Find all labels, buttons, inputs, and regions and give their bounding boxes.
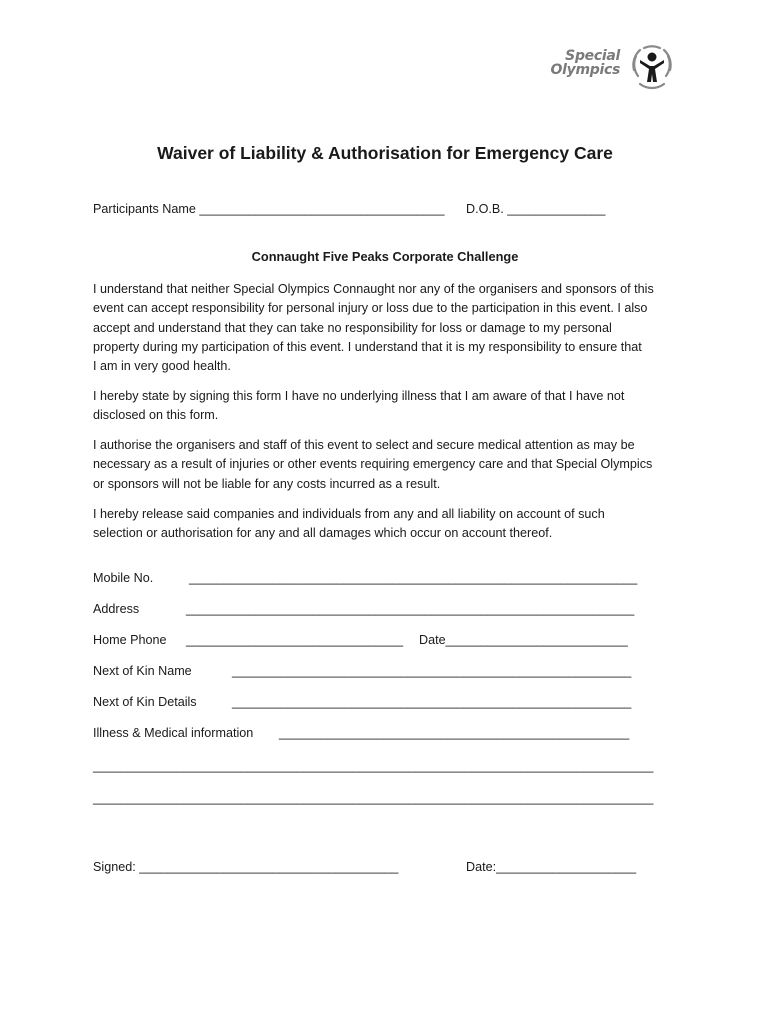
next-of-kin-details-input-line[interactable]: _________________________________________________________ (232, 695, 632, 709)
participants-name-field[interactable]: Participants Name ___________________________________ (93, 202, 445, 216)
paragraph-line: I am in very good health. (93, 359, 231, 374)
paragraph-line: necessary as a result of injuries or other events requiring emergency care and that Special Olympics (93, 457, 653, 472)
next-of-kin-details-label: Next of Kin Details (93, 695, 197, 709)
document-title: Waiver of Liability & Authorisation for Emergency Care (157, 143, 613, 163)
paragraph-line: I hereby state by signing this form I have no underlying illness that I am aware of that I have not (93, 389, 625, 403)
dob-field[interactable]: D.O.B. ______________ (466, 202, 606, 216)
paragraph-line: I authorise the organisers and staff of this event to select and secure medical attention as may be (93, 438, 635, 452)
home-phone-label: Home Phone (93, 633, 167, 647)
signature-date-field[interactable]: Date:____________________ (466, 860, 637, 874)
address-input-line[interactable]: ________________________________________________________________ (186, 602, 635, 616)
paragraph-line: disclosed on this form. (93, 408, 219, 423)
paragraph-medical-authorisation (93, 436, 652, 494)
logo-text-line-2: Olympics (550, 62, 620, 78)
address-label: Address (93, 602, 140, 616)
home-phone-input-line[interactable]: _______________________________ (186, 633, 404, 647)
signature-field[interactable]: Signed: _____________________________________ (93, 860, 399, 874)
next-of-kin-name-input-line[interactable]: _________________________________________________________ (232, 664, 632, 678)
paragraph-line: I understand that neither Special Olympics Connaught nor any of the organisers and sponsors of this (93, 282, 654, 296)
medical-info-extra-line-2[interactable]: ________________________________________________________________________________ (93, 791, 654, 805)
date-field[interactable]: Date__________________________ (419, 633, 628, 647)
special-olympics-figure-icon (626, 40, 678, 92)
next-of-kin-name-label: Next of Kin Name (93, 664, 192, 678)
special-olympics-logo (536, 36, 681, 96)
paragraph-line: selection or authorisation for any and all damages which occur on account thereof. (93, 526, 553, 541)
logo-text-line-1: Special (565, 48, 620, 64)
mobile-input-line[interactable]: ________________________________________________________________ (189, 571, 638, 585)
mobile-label: Mobile No. (93, 571, 154, 585)
paragraph-line: or sponsors will not be liable for any costs incurred as a result. (93, 476, 441, 491)
medical-info-input-line[interactable]: __________________________________________________ (279, 726, 630, 740)
medical-info-label: Illness & Medical information (93, 726, 254, 740)
medical-info-extra-line-1[interactable]: ________________________________________________________________________________ (93, 759, 654, 773)
event-title: Connaught Five Peaks Corporate Challenge (251, 249, 519, 264)
paragraph-line: accept and understand that they can take no responsibility for loss or damage to my personal (93, 320, 612, 335)
paragraph-illness-statement (93, 387, 624, 426)
paragraph-line: I hereby release said companies and individuals from any and all liability on account of such (93, 507, 605, 521)
paragraph-responsibility (93, 280, 654, 376)
paragraph-release (93, 505, 605, 544)
paragraph-line: property during my participation of this event. I understand that it is my responsibility to ensure that (93, 339, 642, 354)
paragraph-line: event can accept responsibility for personal injury or loss due to the participation in this event. I also (93, 301, 648, 316)
